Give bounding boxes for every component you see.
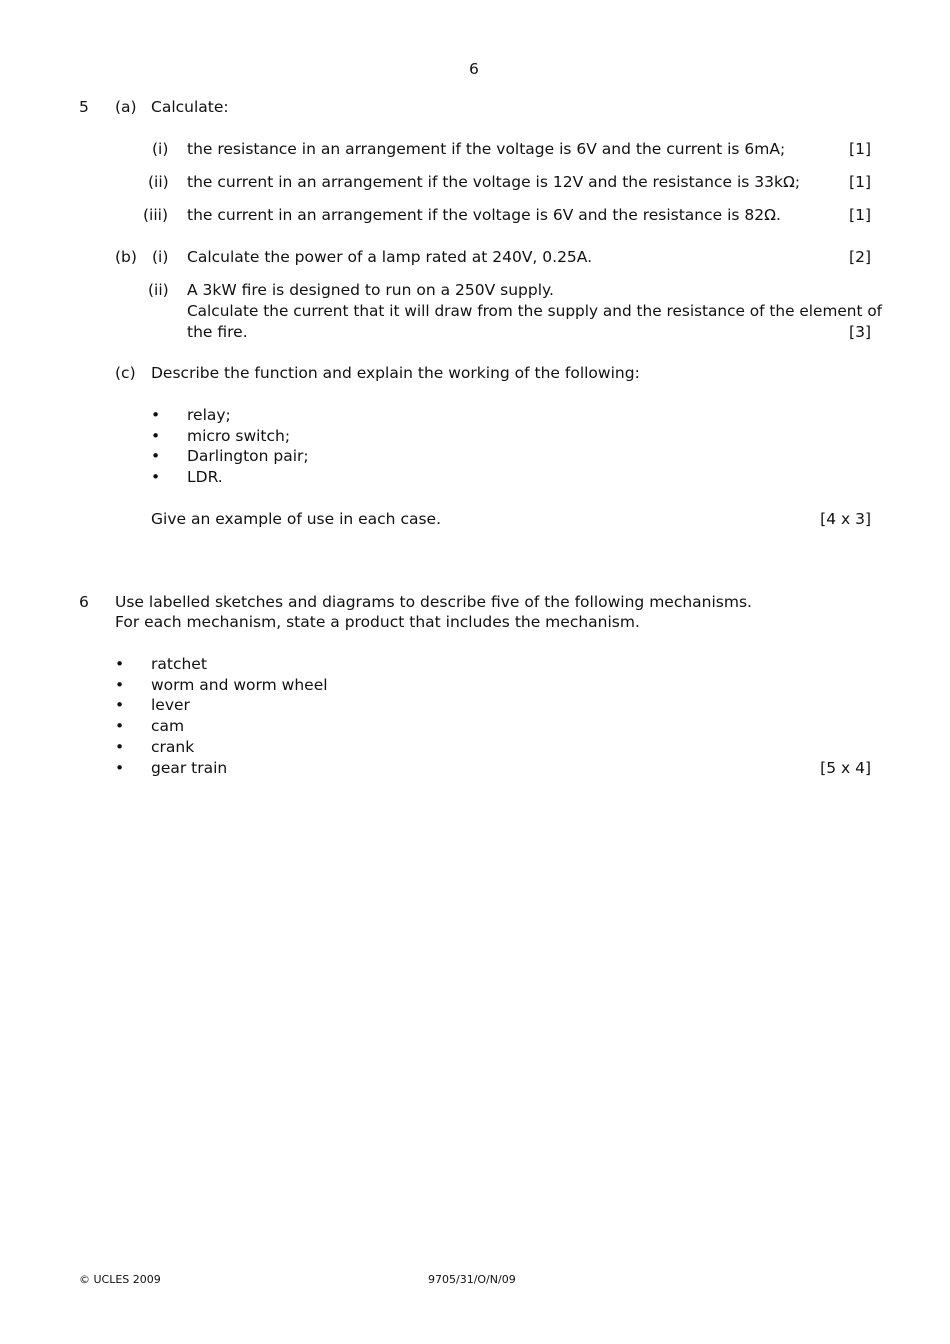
q5a-iii-mark: [1] xyxy=(849,206,871,224)
q5b-i-text: Calculate the power of a lamp rated at 240V, 0.25A. xyxy=(187,248,593,266)
q6-bullet-item: ratchet xyxy=(151,655,207,673)
q5c-label: (c) xyxy=(115,364,136,382)
bullet-icon: • xyxy=(115,696,125,714)
q5b-ii-line2: Calculate the current that it will draw from the supply and the resistance of the element of xyxy=(187,302,883,320)
q6-bullet-item: cam xyxy=(151,717,185,735)
q5a-ii-label: (ii) xyxy=(148,173,169,191)
q5c-bullet-item: relay; xyxy=(187,406,231,424)
q5c-bullet-item: LDR. xyxy=(187,468,223,486)
q5a-stem: Calculate: xyxy=(151,98,229,116)
bullet-icon: • xyxy=(115,655,125,673)
q5c-closing: Give an example of use in each case. xyxy=(151,510,441,528)
q5a-iii-label: (iii) xyxy=(143,206,169,224)
q5b-ii-line1: A 3kW fire is designed to run on a 250V supply. xyxy=(187,281,554,299)
q5c-stem: Describe the function and explain the working of the following: xyxy=(151,364,640,382)
q5a-i-text: the resistance in an arrangement if the voltage is 6V and the current is 6mA; xyxy=(187,140,786,158)
bullet-icon: • xyxy=(115,759,125,777)
q5c-bullet-item: micro switch; xyxy=(187,427,291,445)
bullet-icon: • xyxy=(151,447,161,465)
bullet-icon: • xyxy=(151,427,161,445)
q5a-iii-text: the current in an arrangement if the voltage is 6V and the resistance is 82Ω. xyxy=(187,206,781,224)
bullet-icon: • xyxy=(115,717,125,735)
q5b-i-mark: [2] xyxy=(849,248,871,266)
bullet-icon: • xyxy=(115,738,125,756)
q5b-label: (b) xyxy=(115,248,137,266)
footer-paper-code: 9705/31/O/N/09 xyxy=(428,1273,516,1286)
footer-copyright: © UCLES 2009 xyxy=(79,1273,161,1286)
question-6-number: 6 xyxy=(79,593,89,611)
q5c-mark: [4 x 3] xyxy=(820,510,871,528)
bullet-icon: • xyxy=(151,468,161,486)
q6-line1: Use labelled sketches and diagrams to describe five of the following mechanisms. xyxy=(115,593,752,611)
question-5-number: 5 xyxy=(79,98,89,116)
q5a-label: (a) xyxy=(115,98,137,116)
q5a-i-mark: [1] xyxy=(849,140,871,158)
q5a-ii-text: the current in an arrangement if the voltage is 12V and the resistance is 33kΩ; xyxy=(187,173,801,191)
q5a-ii-mark: [1] xyxy=(849,173,871,191)
q5b-ii-line3: the fire. xyxy=(187,323,248,341)
q5b-i-label: (i) xyxy=(152,248,169,266)
q6-line2: For each mechanism, state a product that includes the mechanism. xyxy=(115,613,640,631)
q5b-ii-mark: [3] xyxy=(849,323,871,341)
page-number: 6 xyxy=(469,60,479,78)
q5b-ii-label: (ii) xyxy=(148,281,169,299)
bullet-icon: • xyxy=(151,406,161,424)
q6-bullet-item: lever xyxy=(151,696,190,714)
q6-mark: [5 x 4] xyxy=(820,759,871,777)
bullet-icon: • xyxy=(115,676,125,694)
q5a-i-label: (i) xyxy=(152,140,169,158)
q5c-bullet-item: Darlington pair; xyxy=(187,447,309,465)
q6-bullet-item: gear train xyxy=(151,759,228,777)
q6-bullet-item: crank xyxy=(151,738,195,756)
q6-bullet-item: worm and worm wheel xyxy=(151,676,328,694)
